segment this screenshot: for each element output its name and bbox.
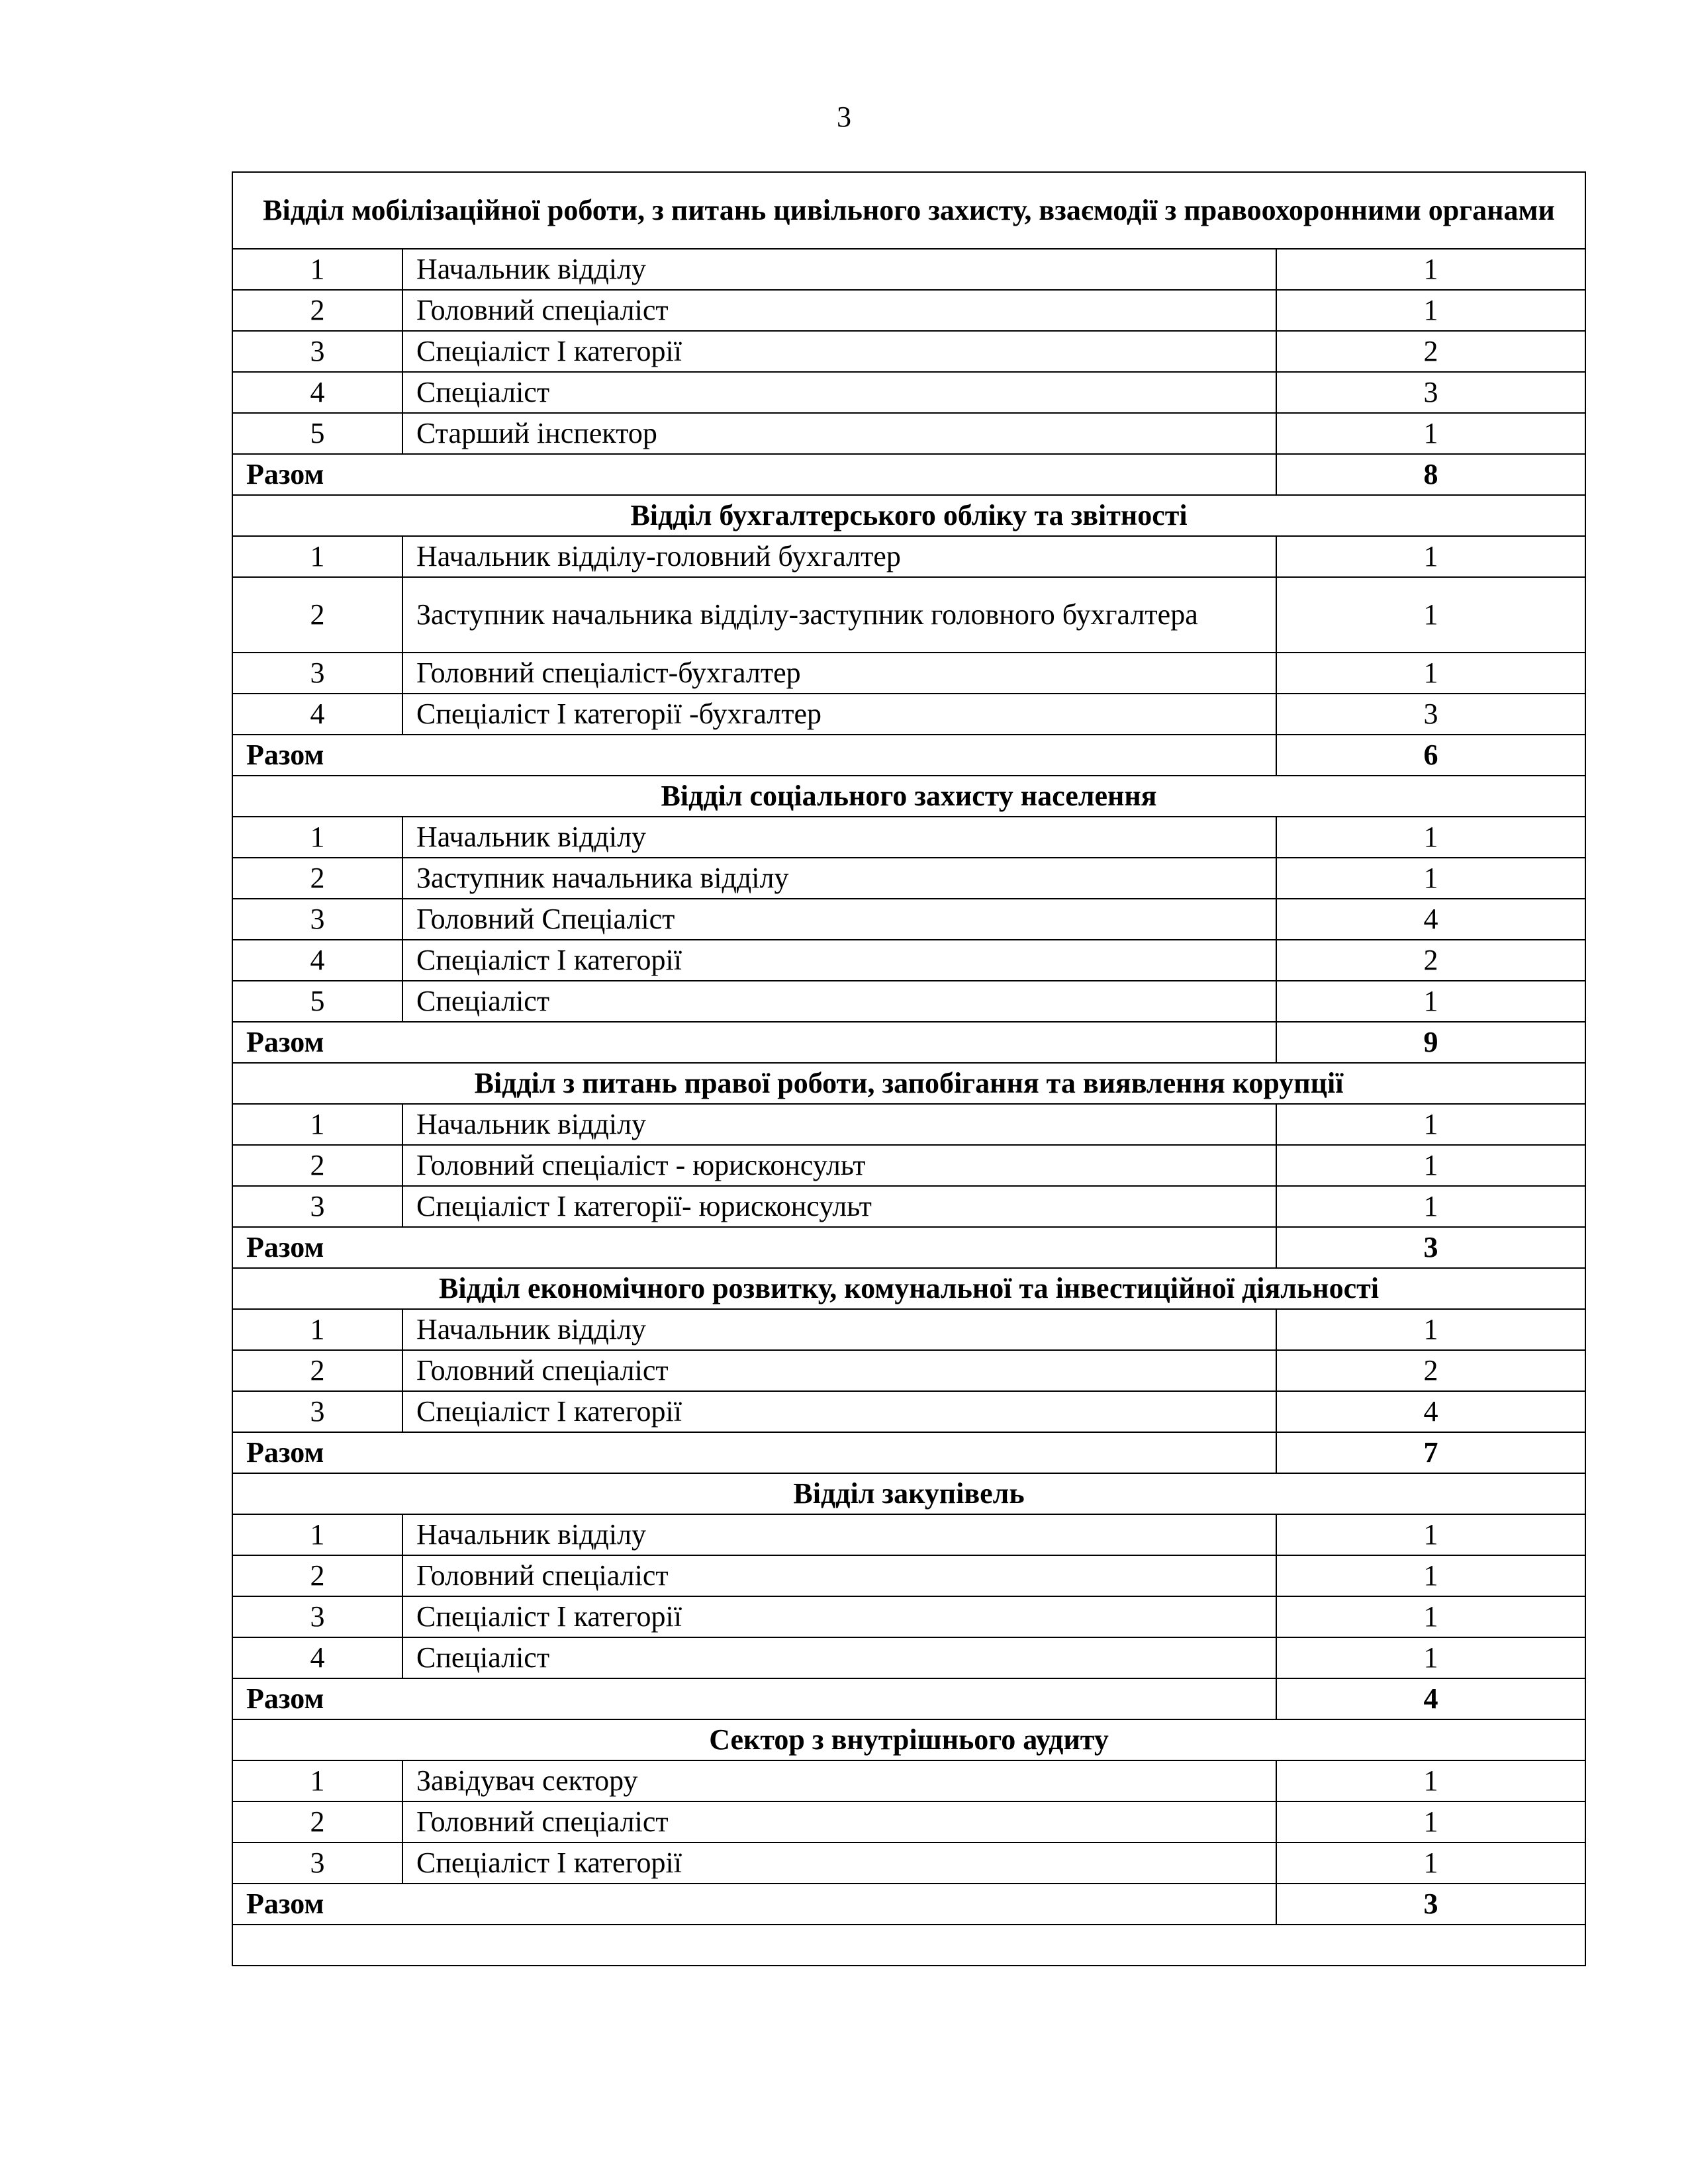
row-number: 3 bbox=[232, 899, 402, 940]
position-count: 1 bbox=[1276, 817, 1585, 858]
total-count: 3 bbox=[1276, 1884, 1585, 1925]
position-title: Спеціаліст І категорії bbox=[402, 331, 1276, 372]
position-count: 1 bbox=[1276, 1760, 1585, 1801]
position-title: Спеціаліст І категорії bbox=[402, 1596, 1276, 1637]
row-number: 1 bbox=[232, 1309, 402, 1350]
position-count: 1 bbox=[1276, 1104, 1585, 1145]
row-number: 1 bbox=[232, 536, 402, 577]
position-title: Начальник відділу bbox=[402, 817, 1276, 858]
position-count: 1 bbox=[1276, 1596, 1585, 1637]
table-row bbox=[232, 536, 1585, 577]
position-count: 1 bbox=[1276, 413, 1585, 454]
department-title: Відділ закупівель bbox=[232, 1473, 1585, 1514]
table-row bbox=[232, 1760, 1585, 1801]
position-count: 1 bbox=[1276, 1145, 1585, 1186]
table-row bbox=[232, 1309, 1585, 1350]
staffing-table bbox=[232, 171, 1586, 1966]
department-total-row bbox=[232, 1884, 1585, 1925]
position-title: Старший інспектор bbox=[402, 413, 1276, 454]
position-count: 1 bbox=[1276, 1637, 1585, 1678]
position-count: 1 bbox=[1276, 1309, 1585, 1350]
position-title: Спеціаліст І категорії bbox=[402, 940, 1276, 981]
staffing-table-body bbox=[232, 172, 1585, 1966]
empty-row bbox=[232, 1925, 1585, 1966]
table-row bbox=[232, 290, 1585, 331]
position-title: Головний спеціаліст bbox=[402, 1350, 1276, 1391]
table-row bbox=[232, 1104, 1585, 1145]
table-row bbox=[232, 653, 1585, 694]
department-header-row bbox=[232, 1473, 1585, 1514]
row-number: 5 bbox=[232, 981, 402, 1022]
department-title: Відділ з питань правої роботи, запобігання та виявлення корупції bbox=[232, 1063, 1585, 1104]
page-number: 3 bbox=[837, 101, 851, 133]
row-number: 3 bbox=[232, 653, 402, 694]
table-row bbox=[232, 981, 1585, 1022]
position-title: Начальник відділу bbox=[402, 1309, 1276, 1350]
row-number: 4 bbox=[232, 372, 402, 413]
total-count: 4 bbox=[1276, 1678, 1585, 1719]
row-number: 4 bbox=[232, 1637, 402, 1678]
position-count: 2 bbox=[1276, 331, 1585, 372]
position-count: 1 bbox=[1276, 1514, 1585, 1555]
department-title: Відділ економічного розвитку, комунальної та інвестиційної діяльності bbox=[232, 1268, 1585, 1309]
table-row bbox=[232, 1391, 1585, 1432]
table-row bbox=[232, 1596, 1585, 1637]
row-number: 4 bbox=[232, 940, 402, 981]
empty-cell bbox=[232, 1925, 1585, 1966]
department-total-row bbox=[232, 1678, 1585, 1719]
department-title: Відділ бухгалтерського обліку та звітності bbox=[232, 495, 1585, 536]
total-count: 6 bbox=[1276, 735, 1585, 776]
department-total-row bbox=[232, 735, 1585, 776]
table-row bbox=[232, 1145, 1585, 1186]
total-count: 7 bbox=[1276, 1432, 1585, 1473]
position-count: 2 bbox=[1276, 1350, 1585, 1391]
department-header-row bbox=[232, 495, 1585, 536]
row-number: 3 bbox=[232, 1843, 402, 1884]
position-title: Заступник начальника відділу-заступник головного бухгалтера bbox=[402, 577, 1276, 653]
department-total-row bbox=[232, 1022, 1585, 1063]
position-count: 1 bbox=[1276, 577, 1585, 653]
table-row bbox=[232, 1514, 1585, 1555]
table-row bbox=[232, 1843, 1585, 1884]
position-title: Спеціаліст І категорії bbox=[402, 1391, 1276, 1432]
row-number: 3 bbox=[232, 1596, 402, 1637]
row-number: 3 bbox=[232, 331, 402, 372]
position-title: Спеціаліст І категорії bbox=[402, 1843, 1276, 1884]
position-title: Спеціаліст bbox=[402, 981, 1276, 1022]
total-label: Разом bbox=[232, 1432, 1276, 1473]
department-title: Відділ мобілізаційної роботи, з питань цивільного захисту, взаємодії з правоохоронними органами bbox=[232, 172, 1585, 249]
total-label: Разом bbox=[232, 1022, 1276, 1063]
row-number: 2 bbox=[232, 1145, 402, 1186]
department-title: Відділ соціального захисту населення bbox=[232, 776, 1585, 817]
position-title: Спеціаліст І категорії- юрисконсульт bbox=[402, 1186, 1276, 1227]
total-label: Разом bbox=[232, 1678, 1276, 1719]
department-header-row bbox=[232, 776, 1585, 817]
table-row bbox=[232, 899, 1585, 940]
total-label: Разом bbox=[232, 735, 1276, 776]
row-number: 1 bbox=[232, 817, 402, 858]
table-row bbox=[232, 249, 1585, 290]
table-row bbox=[232, 1555, 1585, 1596]
position-count: 3 bbox=[1276, 372, 1585, 413]
department-title: Сектор з внутрішнього аудиту bbox=[232, 1719, 1585, 1760]
table-row bbox=[232, 413, 1585, 454]
row-number: 1 bbox=[232, 1104, 402, 1145]
row-number: 3 bbox=[232, 1391, 402, 1432]
position-title: Начальник відділу bbox=[402, 1104, 1276, 1145]
position-count: 1 bbox=[1276, 290, 1585, 331]
row-number: 1 bbox=[232, 1760, 402, 1801]
position-title: Головний спеціаліст - юрисконсульт bbox=[402, 1145, 1276, 1186]
position-count: 1 bbox=[1276, 653, 1585, 694]
position-count: 1 bbox=[1276, 1801, 1585, 1843]
department-header-row bbox=[232, 1268, 1585, 1309]
total-count: 8 bbox=[1276, 454, 1585, 495]
table-row bbox=[232, 1801, 1585, 1843]
position-title: Завідувач сектору bbox=[402, 1760, 1276, 1801]
table-row bbox=[232, 372, 1585, 413]
row-number: 3 bbox=[232, 1186, 402, 1227]
table-row bbox=[232, 940, 1585, 981]
position-count: 1 bbox=[1276, 858, 1585, 899]
position-count: 1 bbox=[1276, 1186, 1585, 1227]
position-title: Заступник начальника відділу bbox=[402, 858, 1276, 899]
position-title: Головний спеціаліст bbox=[402, 1801, 1276, 1843]
row-number: 2 bbox=[232, 290, 402, 331]
position-title: Начальник відділу bbox=[402, 1514, 1276, 1555]
row-number: 1 bbox=[232, 1514, 402, 1555]
position-title: Головний спеціаліст-бухгалтер bbox=[402, 653, 1276, 694]
table-row bbox=[232, 817, 1585, 858]
position-count: 1 bbox=[1276, 536, 1585, 577]
row-number: 5 bbox=[232, 413, 402, 454]
position-count: 1 bbox=[1276, 249, 1585, 290]
department-header-row bbox=[232, 1719, 1585, 1760]
total-count: 3 bbox=[1276, 1227, 1585, 1268]
department-total-row bbox=[232, 1432, 1585, 1473]
position-title: Головний Спеціаліст bbox=[402, 899, 1276, 940]
table-row bbox=[232, 1350, 1585, 1391]
total-label: Разом bbox=[232, 1884, 1276, 1925]
row-number: 1 bbox=[232, 249, 402, 290]
row-number: 2 bbox=[232, 1350, 402, 1391]
row-number: 4 bbox=[232, 694, 402, 735]
department-header-row bbox=[232, 172, 1585, 249]
total-label: Разом bbox=[232, 454, 1276, 495]
table-row bbox=[232, 577, 1585, 653]
department-header-row bbox=[232, 1063, 1585, 1104]
table-row bbox=[232, 858, 1585, 899]
position-title: Начальник відділу-головний бухгалтер bbox=[402, 536, 1276, 577]
row-number: 2 bbox=[232, 1555, 402, 1596]
position-title: Спеціаліст І категорії -бухгалтер bbox=[402, 694, 1276, 735]
position-count: 4 bbox=[1276, 1391, 1585, 1432]
position-title: Спеціаліст bbox=[402, 372, 1276, 413]
row-number: 2 bbox=[232, 858, 402, 899]
department-total-row bbox=[232, 1227, 1585, 1268]
position-title: Спеціаліст bbox=[402, 1637, 1276, 1678]
position-count: 2 bbox=[1276, 940, 1585, 981]
position-title: Головний спеціаліст bbox=[402, 1555, 1276, 1596]
total-count: 9 bbox=[1276, 1022, 1585, 1063]
table-row bbox=[232, 1637, 1585, 1678]
row-number: 2 bbox=[232, 577, 402, 653]
position-count: 1 bbox=[1276, 1843, 1585, 1884]
position-count: 1 bbox=[1276, 981, 1585, 1022]
department-total-row bbox=[232, 454, 1585, 495]
total-label: Разом bbox=[232, 1227, 1276, 1268]
position-title: Головний спеціаліст bbox=[402, 290, 1276, 331]
table-row bbox=[232, 1186, 1585, 1227]
row-number: 2 bbox=[232, 1801, 402, 1843]
position-count: 4 bbox=[1276, 899, 1585, 940]
table-row bbox=[232, 331, 1585, 372]
position-count: 3 bbox=[1276, 694, 1585, 735]
position-title: Начальник відділу bbox=[402, 249, 1276, 290]
table-row bbox=[232, 694, 1585, 735]
position-count: 1 bbox=[1276, 1555, 1585, 1596]
